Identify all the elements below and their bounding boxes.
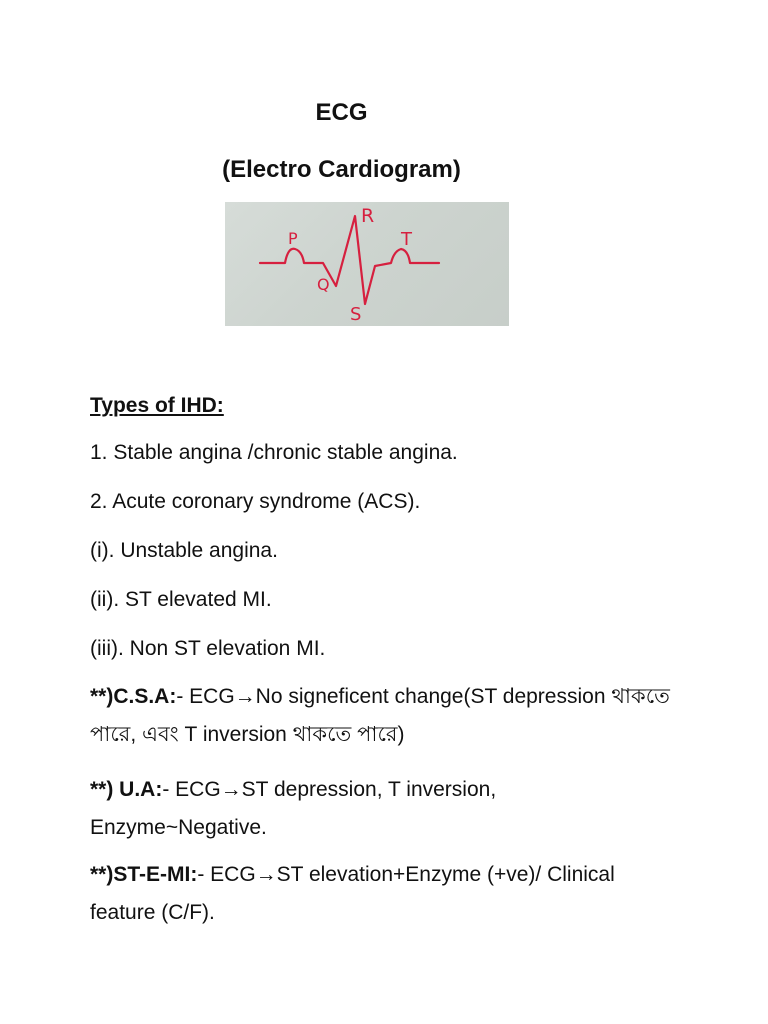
ecg-label-t: T: [401, 229, 412, 250]
note-prefix: **) U.A:: [90, 778, 163, 801]
note-prefix: **)C.S.A:: [90, 685, 177, 708]
ecg-waveform: [260, 216, 439, 304]
note-text: - ECG→ST elevation+Enzyme (+ve)/ Clinical feature (C/F).: [90, 863, 615, 924]
note-stemi: [90, 856, 670, 932]
list-item: 1. Stable angina /chronic stable angina.: [90, 441, 458, 464]
note-text: - ECG→ST depression, T inversion, Enzyme~Negative.: [90, 778, 497, 839]
ecg-sketch-photo: [225, 202, 509, 326]
note-ua: [90, 771, 670, 847]
ecg-label-s: S: [350, 304, 362, 325]
list-item: 2. Acute coronary syndrome (ACS).: [90, 490, 421, 513]
ecg-label-r: R: [361, 205, 375, 227]
note-prefix: **)ST-E-MI:: [90, 863, 198, 886]
list-item: (i). Unstable angina.: [90, 539, 278, 562]
page-title: ECG: [315, 99, 368, 126]
ecg-sketch-svg: [225, 202, 509, 326]
page-subtitle: (Electro Cardiogram): [222, 156, 461, 183]
note-csa: [90, 678, 670, 754]
note-text: - ECG→No signeficent change(ST depression থাকতে পারে, এবং T inversion থাকতে পারে): [90, 685, 670, 746]
list-item: (iii). Non ST elevation MI.: [90, 637, 326, 660]
section-heading: Types of IHD:: [90, 394, 224, 417]
list-item: (ii). ST elevated MI.: [90, 588, 272, 611]
ecg-label-q: Q: [317, 275, 330, 294]
ecg-label-p: P: [288, 229, 298, 248]
